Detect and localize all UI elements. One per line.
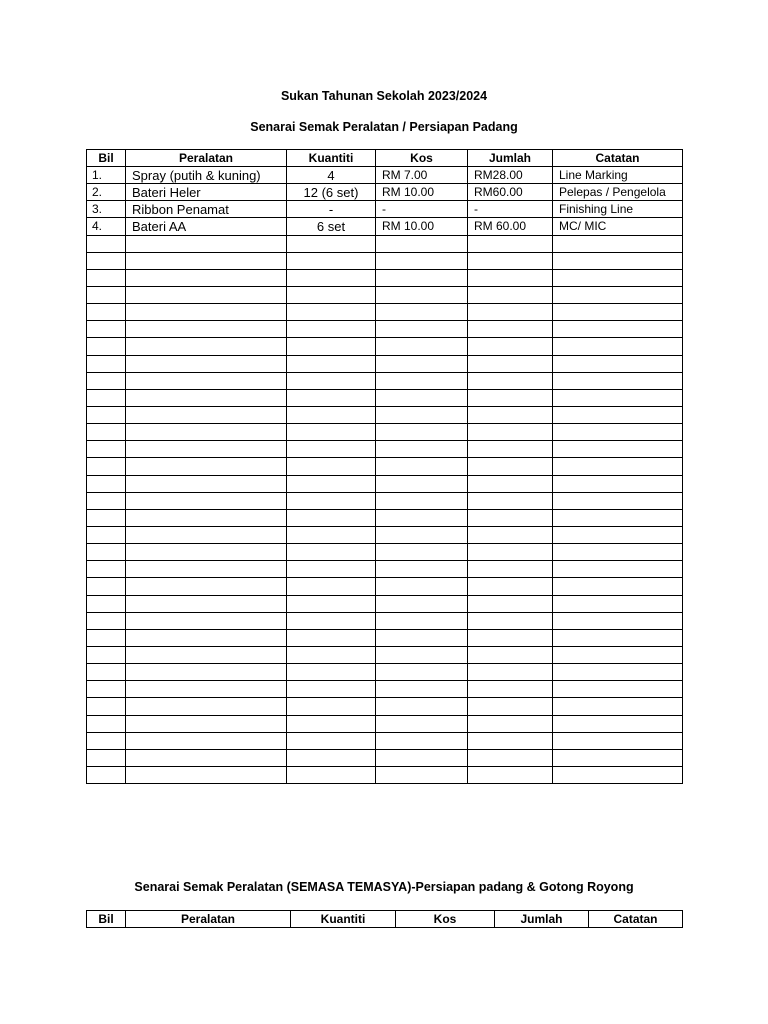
empty-cell-kos (376, 509, 468, 526)
empty-cell-catatan (553, 698, 683, 715)
empty-cell-bil (87, 629, 126, 646)
empty-cell-catatan (553, 629, 683, 646)
empty-cell-jumlah (468, 252, 553, 269)
empty-cell-jumlah (468, 646, 553, 663)
empty-cell-jumlah (468, 235, 553, 252)
empty-cell-bil (87, 458, 126, 475)
empty-cell-peralatan (126, 766, 287, 783)
empty-cell-kuantiti (287, 561, 376, 578)
empty-cell-peralatan (126, 492, 287, 509)
empty-cell-kos (376, 424, 468, 441)
empty-cell-peralatan (126, 732, 287, 749)
empty-cell-bil (87, 766, 126, 783)
empty-cell-catatan (553, 321, 683, 338)
empty-cell-catatan (553, 646, 683, 663)
empty-cell-kuantiti (287, 321, 376, 338)
empty-cell-jumlah (468, 732, 553, 749)
empty-table-row (87, 355, 683, 372)
empty-cell-jumlah (468, 681, 553, 698)
empty-cell-peralatan (126, 372, 287, 389)
empty-cell-peralatan (126, 304, 287, 321)
empty-cell-catatan (553, 406, 683, 423)
cell-kos: RM 7.00 (376, 167, 468, 184)
empty-cell-kos (376, 715, 468, 732)
empty-cell-bil (87, 561, 126, 578)
empty-cell-jumlah (468, 372, 553, 389)
empty-table-row (87, 406, 683, 423)
empty-cell-catatan (553, 526, 683, 543)
empty-cell-bil (87, 612, 126, 629)
empty-table-row (87, 252, 683, 269)
empty-cell-jumlah (468, 304, 553, 321)
empty-table-row (87, 441, 683, 458)
empty-cell-kos (376, 629, 468, 646)
empty-cell-peralatan (126, 269, 287, 286)
empty-cell-peralatan (126, 646, 287, 663)
empty-cell-catatan (553, 441, 683, 458)
empty-cell-bil (87, 681, 126, 698)
empty-cell-kos (376, 252, 468, 269)
empty-cell-jumlah (468, 269, 553, 286)
empty-cell-kuantiti (287, 406, 376, 423)
empty-cell-jumlah (468, 406, 553, 423)
empty-cell-kuantiti (287, 492, 376, 509)
empty-cell-bil (87, 389, 126, 406)
cell-bil: 1. (87, 167, 126, 184)
header-catatan: Catatan (553, 150, 683, 167)
empty-table-row (87, 286, 683, 303)
empty-cell-kuantiti (287, 424, 376, 441)
section1-title: Senarai Semak Peralatan / Persiapan Padang (250, 120, 518, 134)
empty-cell-kuantiti (287, 629, 376, 646)
empty-table-row (87, 235, 683, 252)
empty-cell-peralatan (126, 749, 287, 766)
cell-kuantiti: 6 set (287, 218, 376, 235)
empty-cell-kos (376, 389, 468, 406)
cell-catatan: Pelepas / Pengelola (553, 184, 683, 201)
empty-cell-catatan (553, 544, 683, 561)
empty-cell-peralatan (126, 698, 287, 715)
empty-cell-peralatan (126, 441, 287, 458)
empty-cell-kos (376, 664, 468, 681)
empty-table-row (87, 424, 683, 441)
empty-cell-jumlah (468, 458, 553, 475)
header-jumlah: Jumlah (468, 150, 553, 167)
empty-cell-catatan (553, 561, 683, 578)
table-header-row (87, 911, 683, 928)
empty-cell-bil (87, 321, 126, 338)
empty-cell-peralatan (126, 338, 287, 355)
empty-cell-peralatan (126, 475, 287, 492)
empty-cell-bil (87, 715, 126, 732)
empty-table-row (87, 544, 683, 561)
empty-cell-peralatan (126, 406, 287, 423)
empty-cell-jumlah (468, 492, 553, 509)
cell-kos: RM 10.00 (376, 184, 468, 201)
cell-jumlah: - (468, 201, 553, 218)
empty-cell-jumlah (468, 424, 553, 441)
empty-cell-jumlah (468, 561, 553, 578)
empty-cell-kos (376, 286, 468, 303)
empty-cell-peralatan (126, 561, 287, 578)
empty-table-row (87, 732, 683, 749)
empty-cell-kuantiti (287, 664, 376, 681)
empty-cell-bil (87, 286, 126, 303)
empty-cell-jumlah (468, 509, 553, 526)
empty-cell-jumlah (468, 664, 553, 681)
empty-cell-peralatan (126, 286, 287, 303)
empty-cell-catatan (553, 509, 683, 526)
cell-jumlah: RM 60.00 (468, 218, 553, 235)
empty-cell-jumlah (468, 698, 553, 715)
cell-catatan: Finishing Line (553, 201, 683, 218)
empty-cell-kuantiti (287, 441, 376, 458)
empty-cell-kuantiti (287, 749, 376, 766)
empty-cell-bil (87, 526, 126, 543)
empty-table-row (87, 749, 683, 766)
empty-cell-jumlah (468, 715, 553, 732)
header-catatan: Catatan (589, 911, 683, 928)
empty-cell-bil (87, 578, 126, 595)
empty-cell-jumlah (468, 544, 553, 561)
empty-cell-catatan (553, 252, 683, 269)
empty-cell-kos (376, 355, 468, 372)
empty-table-row (87, 664, 683, 681)
empty-cell-kuantiti (287, 338, 376, 355)
empty-cell-peralatan (126, 612, 287, 629)
empty-cell-bil (87, 235, 126, 252)
empty-cell-bil (87, 424, 126, 441)
empty-cell-catatan (553, 475, 683, 492)
empty-cell-peralatan (126, 321, 287, 338)
empty-cell-catatan (553, 372, 683, 389)
header-kos: Kos (396, 911, 495, 928)
empty-cell-kos (376, 544, 468, 561)
empty-cell-catatan (553, 235, 683, 252)
empty-cell-kos (376, 458, 468, 475)
table-row (87, 167, 683, 184)
empty-cell-peralatan (126, 664, 287, 681)
empty-cell-jumlah (468, 355, 553, 372)
empty-table-row (87, 612, 683, 629)
empty-cell-jumlah (468, 578, 553, 595)
empty-cell-bil (87, 595, 126, 612)
cell-kuantiti: - (287, 201, 376, 218)
empty-table-row (87, 526, 683, 543)
empty-cell-kuantiti (287, 355, 376, 372)
cell-peralatan: Bateri AA (126, 218, 287, 235)
empty-cell-kos (376, 526, 468, 543)
empty-cell-kos (376, 441, 468, 458)
empty-table-row (87, 269, 683, 286)
empty-table-row (87, 304, 683, 321)
empty-cell-kuantiti (287, 389, 376, 406)
empty-cell-kuantiti (287, 732, 376, 749)
empty-cell-peralatan (126, 578, 287, 595)
empty-cell-peralatan (126, 424, 287, 441)
empty-cell-kos (376, 561, 468, 578)
empty-cell-kuantiti (287, 595, 376, 612)
cell-peralatan: Spray (putih & kuning) (126, 167, 287, 184)
empty-table-row (87, 595, 683, 612)
table-row (87, 184, 683, 201)
empty-cell-kuantiti (287, 372, 376, 389)
empty-cell-kuantiti (287, 286, 376, 303)
empty-cell-kuantiti (287, 269, 376, 286)
empty-cell-kuantiti (287, 458, 376, 475)
empty-cell-kuantiti (287, 646, 376, 663)
empty-cell-catatan (553, 664, 683, 681)
empty-cell-peralatan (126, 252, 287, 269)
empty-cell-kos (376, 406, 468, 423)
empty-table-row (87, 578, 683, 595)
empty-cell-kos (376, 475, 468, 492)
empty-cell-jumlah (468, 766, 553, 783)
empty-cell-bil (87, 406, 126, 423)
cell-catatan: Line Marking (553, 167, 683, 184)
empty-table-row (87, 561, 683, 578)
empty-cell-kos (376, 646, 468, 663)
empty-cell-kuantiti (287, 475, 376, 492)
empty-cell-catatan (553, 732, 683, 749)
empty-cell-bil (87, 252, 126, 269)
empty-cell-kuantiti (287, 698, 376, 715)
cell-bil: 2. (87, 184, 126, 201)
empty-cell-kuantiti (287, 544, 376, 561)
header-peralatan: Peralatan (126, 150, 287, 167)
cell-peralatan: Ribbon Penamat (126, 201, 287, 218)
empty-cell-catatan (553, 286, 683, 303)
empty-cell-kos (376, 681, 468, 698)
empty-cell-kos (376, 304, 468, 321)
empty-cell-kuantiti (287, 235, 376, 252)
section2-title: Senarai Semak Peralatan (SEMASA TEMASYA)-Persiapan padang & Gotong Royong (134, 880, 634, 894)
header-jumlah: Jumlah (495, 911, 589, 928)
cell-kuantiti: 4 (287, 167, 376, 184)
empty-cell-peralatan (126, 544, 287, 561)
empty-cell-bil (87, 355, 126, 372)
empty-cell-bil (87, 338, 126, 355)
header-kuantiti: Kuantiti (291, 911, 396, 928)
empty-table-row (87, 766, 683, 783)
empty-cell-kos (376, 732, 468, 749)
empty-cell-bil (87, 698, 126, 715)
empty-cell-catatan (553, 681, 683, 698)
empty-cell-peralatan (126, 389, 287, 406)
cell-catatan: MC/ MIC (553, 218, 683, 235)
empty-cell-catatan (553, 578, 683, 595)
empty-cell-catatan (553, 612, 683, 629)
empty-cell-kos (376, 612, 468, 629)
empty-cell-kos (376, 492, 468, 509)
empty-cell-kos (376, 578, 468, 595)
cell-kuantiti: 12 (6 set) (287, 184, 376, 201)
empty-table-row (87, 715, 683, 732)
empty-table-row (87, 646, 683, 663)
document-title: Sukan Tahunan Sekolah 2023/2024 (280, 89, 488, 103)
empty-cell-peralatan (126, 235, 287, 252)
empty-cell-kos (376, 235, 468, 252)
empty-cell-jumlah (468, 475, 553, 492)
event-equipment-checklist-table (86, 910, 683, 928)
empty-cell-peralatan (126, 681, 287, 698)
empty-cell-bil (87, 372, 126, 389)
empty-cell-catatan (553, 269, 683, 286)
empty-cell-catatan (553, 595, 683, 612)
empty-cell-kos (376, 698, 468, 715)
empty-cell-peralatan (126, 458, 287, 475)
cell-kos: RM 10.00 (376, 218, 468, 235)
empty-cell-peralatan (126, 526, 287, 543)
empty-cell-bil (87, 475, 126, 492)
empty-cell-kos (376, 595, 468, 612)
header-peralatan: Peralatan (126, 911, 291, 928)
empty-cell-jumlah (468, 441, 553, 458)
empty-cell-kuantiti (287, 578, 376, 595)
cell-bil: 3. (87, 201, 126, 218)
empty-cell-kuantiti (287, 766, 376, 783)
empty-cell-catatan (553, 338, 683, 355)
empty-cell-kos (376, 766, 468, 783)
cell-peralatan: Bateri Heler (126, 184, 287, 201)
table-row (87, 201, 683, 218)
empty-cell-catatan (553, 715, 683, 732)
table-row (87, 218, 683, 235)
empty-cell-catatan (553, 304, 683, 321)
empty-cell-kuantiti (287, 509, 376, 526)
empty-cell-kos (376, 321, 468, 338)
empty-table-row (87, 458, 683, 475)
empty-cell-bil (87, 492, 126, 509)
empty-table-row (87, 475, 683, 492)
cell-jumlah: RM60.00 (468, 184, 553, 201)
empty-cell-bil (87, 544, 126, 561)
empty-cell-kuantiti (287, 526, 376, 543)
empty-cell-peralatan (126, 509, 287, 526)
empty-cell-bil (87, 749, 126, 766)
empty-cell-kos (376, 372, 468, 389)
header-bil: Bil (87, 911, 126, 928)
empty-cell-kuantiti (287, 612, 376, 629)
empty-table-row (87, 389, 683, 406)
empty-cell-peralatan (126, 715, 287, 732)
empty-cell-bil (87, 732, 126, 749)
empty-table-row (87, 681, 683, 698)
empty-cell-kuantiti (287, 715, 376, 732)
empty-cell-jumlah (468, 321, 553, 338)
empty-cell-kuantiti (287, 304, 376, 321)
empty-cell-kos (376, 338, 468, 355)
cell-kos: - (376, 201, 468, 218)
empty-cell-bil (87, 646, 126, 663)
empty-cell-jumlah (468, 286, 553, 303)
empty-cell-kos (376, 269, 468, 286)
empty-table-row (87, 338, 683, 355)
cell-bil: 4. (87, 218, 126, 235)
header-kuantiti: Kuantiti (287, 150, 376, 167)
empty-cell-bil (87, 269, 126, 286)
empty-table-row (87, 492, 683, 509)
empty-cell-jumlah (468, 389, 553, 406)
empty-table-row (87, 509, 683, 526)
empty-cell-kuantiti (287, 681, 376, 698)
empty-cell-catatan (553, 766, 683, 783)
empty-table-row (87, 629, 683, 646)
empty-cell-catatan (553, 458, 683, 475)
equipment-checklist-table (86, 149, 683, 784)
empty-cell-bil (87, 664, 126, 681)
empty-table-row (87, 698, 683, 715)
empty-cell-catatan (553, 355, 683, 372)
empty-cell-peralatan (126, 355, 287, 372)
header-bil: Bil (87, 150, 126, 167)
empty-cell-catatan (553, 492, 683, 509)
empty-cell-jumlah (468, 526, 553, 543)
empty-table-row (87, 372, 683, 389)
empty-cell-bil (87, 304, 126, 321)
header-kos: Kos (376, 150, 468, 167)
empty-cell-catatan (553, 424, 683, 441)
empty-cell-peralatan (126, 629, 287, 646)
empty-cell-catatan (553, 389, 683, 406)
empty-cell-peralatan (126, 595, 287, 612)
cell-jumlah: RM28.00 (468, 167, 553, 184)
empty-cell-jumlah (468, 595, 553, 612)
empty-table-row (87, 321, 683, 338)
empty-cell-bil (87, 509, 126, 526)
empty-cell-jumlah (468, 749, 553, 766)
empty-cell-jumlah (468, 629, 553, 646)
empty-cell-bil (87, 441, 126, 458)
empty-cell-jumlah (468, 612, 553, 629)
table-header-row (87, 150, 683, 167)
empty-cell-catatan (553, 749, 683, 766)
empty-cell-kuantiti (287, 252, 376, 269)
empty-cell-jumlah (468, 338, 553, 355)
empty-cell-kos (376, 749, 468, 766)
